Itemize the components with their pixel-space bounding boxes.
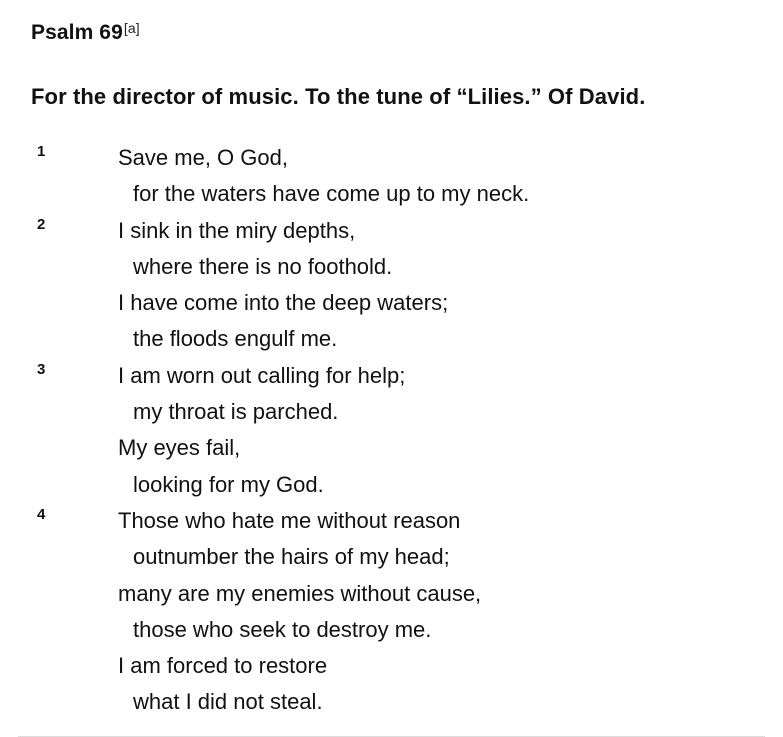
poem-line [0, 539, 783, 575]
poem-line [0, 140, 783, 176]
line-text: I am worn out calling for help; [118, 362, 406, 388]
line-text: what I did not steal. [133, 689, 323, 715]
line-text: I am forced to restore [118, 653, 328, 679]
poem-line [0, 612, 783, 648]
verse-number: 4 [37, 505, 46, 523]
line-text: My eyes fail, [118, 435, 241, 461]
line-text: for the waters have come up to my neck. [133, 181, 530, 207]
poem-line [0, 684, 783, 720]
line-text: I have come into the deep waters; [118, 290, 449, 316]
poem-line [0, 503, 783, 539]
psalm-superscription: For the director of music. To the tune of “Lilies.” Of David. [31, 84, 646, 109]
verse-number: 3 [37, 360, 46, 378]
poem-line [0, 430, 783, 466]
line-text: Save me, O God, [118, 145, 288, 170]
poem-line [0, 176, 783, 212]
line-text: my throat is parched. [133, 399, 339, 425]
line-text: I sink in the miry depths, [118, 217, 356, 243]
poem-line [0, 576, 783, 612]
line-text: looking for my God. [133, 471, 324, 497]
psalm-title [31, 20, 140, 45]
poem-line [0, 394, 783, 430]
line-text: outnumber the hairs of my head; [133, 544, 450, 570]
verse-number: 1 [37, 143, 46, 160]
poem-line [0, 321, 783, 357]
psalm-title-text: Psalm 69 [31, 21, 123, 44]
poem-line [0, 213, 783, 249]
line-text: those who seek to destroy me. [133, 616, 432, 642]
poem-line [0, 249, 783, 285]
verse-block [0, 140, 783, 721]
footnote-link[interactable]: [a] [123, 20, 140, 36]
verse-number: 2 [37, 215, 46, 233]
poem-line [0, 467, 783, 503]
line-text: Those who hate me without reason [118, 507, 461, 533]
poem-line [0, 285, 783, 321]
line-text: where there is no foothold. [133, 253, 393, 279]
poem-line [0, 358, 783, 394]
line-text: many are my enemies without cause, [118, 580, 482, 606]
poem-line [0, 648, 783, 684]
line-text: the floods engulf me. [133, 326, 338, 352]
